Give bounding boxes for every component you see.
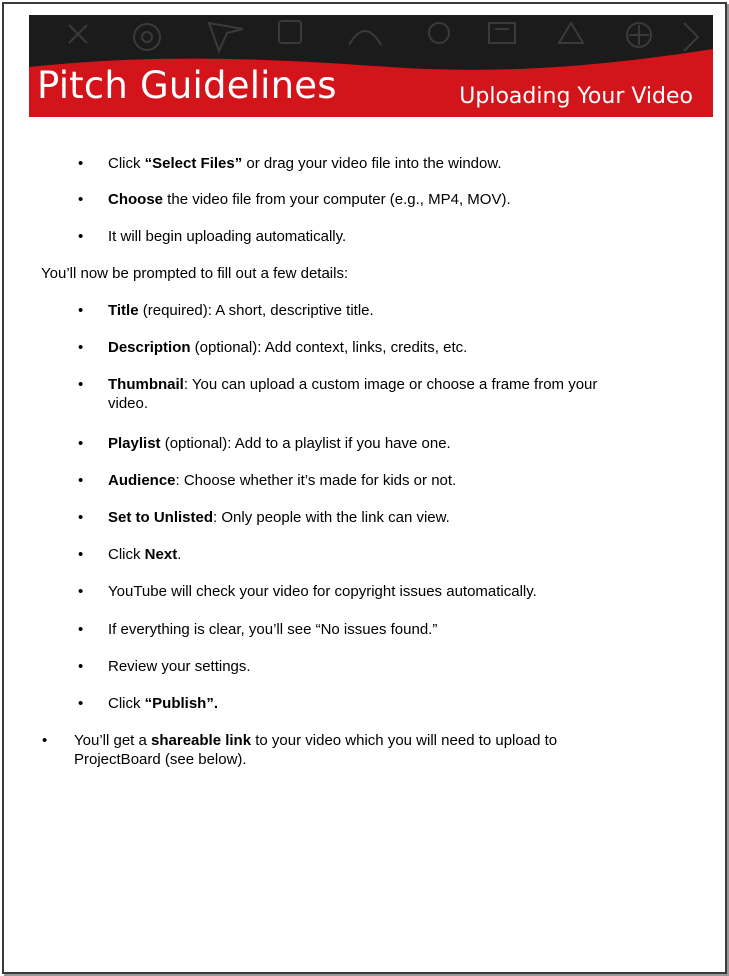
- item-text: (optional): Add context, links, credits, etc.: [190, 339, 468, 356]
- item-text: (required): A short, descriptive title.: [138, 302, 374, 319]
- item-text: Click: [108, 155, 145, 172]
- bullet-marker: •: [78, 191, 84, 208]
- detail-step: [108, 545, 181, 564]
- item-text: Click: [108, 546, 145, 563]
- item-emphasis: Audience: [108, 472, 176, 489]
- detail-step: [108, 620, 437, 639]
- item-emphasis: “Publish”.: [144, 695, 219, 712]
- bullet-marker: •: [78, 621, 84, 638]
- bullet-marker: •: [78, 302, 84, 319]
- item-emphasis: Next: [144, 546, 178, 563]
- item-text-line2: video.: [108, 395, 149, 412]
- bullet-marker: •: [78, 658, 84, 675]
- item-emphasis: Title: [108, 302, 139, 319]
- detail-step: [108, 694, 218, 713]
- item-text: or drag your video file into the window.: [242, 155, 502, 172]
- item-emphasis: Choose: [108, 191, 164, 208]
- detail-step: [108, 657, 251, 676]
- bullet-marker: •: [78, 546, 84, 563]
- item-emphasis: Thumbnail: [108, 376, 184, 393]
- item-text: the video file from your computer (e.g., MP4, MOV).: [163, 191, 511, 208]
- item-emphasis: Description: [108, 339, 191, 356]
- item-text: Review your settings.: [108, 658, 251, 675]
- final-step: [74, 731, 557, 769]
- upload-step: [108, 227, 346, 246]
- bullet-marker: •: [78, 472, 84, 489]
- item-text: : Choose whether it’s made for kids or not.: [175, 472, 457, 489]
- detail-step: [108, 508, 450, 527]
- item-emphasis: “Select Files”: [144, 155, 243, 172]
- detail-step: [108, 338, 467, 357]
- page-title: Pitch Guidelines: [37, 64, 337, 107]
- header-banner: [29, 15, 713, 117]
- item-emphasis: Playlist: [108, 435, 161, 452]
- item-text: YouTube will check your video for copyright issues automatically.: [108, 583, 537, 600]
- bullet-marker: •: [78, 155, 84, 172]
- item-text: It will begin uploading automatically.: [108, 228, 347, 245]
- bullet-marker: •: [78, 435, 84, 452]
- detail-step: [108, 301, 374, 320]
- item-text: : Only people with the link can view.: [213, 509, 450, 526]
- item-text: to your video which you will need to upload to: [251, 732, 558, 749]
- page-subtitle: Uploading Your Video: [459, 84, 693, 109]
- item-text-line2: ProjectBoard (see below).: [74, 751, 247, 768]
- bullet-marker: •: [78, 339, 84, 356]
- item-text: : You can upload a custom image or choose a frame from your: [183, 376, 598, 393]
- item-emphasis: Set to Unlisted: [108, 509, 214, 526]
- item-text: (optional): Add to a playlist if you have one.: [160, 435, 451, 452]
- upload-step: [108, 190, 511, 209]
- bullet-marker: •: [78, 583, 84, 600]
- bullet-marker: •: [78, 695, 84, 712]
- item-text: If everything is clear, you’ll see “No issues found.”: [108, 621, 438, 638]
- detail-step: [108, 375, 597, 413]
- upload-step: [108, 154, 502, 173]
- bullet-marker: •: [42, 732, 48, 749]
- detail-step: [108, 582, 537, 601]
- bullet-marker: •: [78, 509, 84, 526]
- item-emphasis: shareable link: [151, 732, 252, 749]
- details-intro: You’ll now be prompted to fill out a few details:: [41, 265, 349, 282]
- item-text: Click: [108, 695, 145, 712]
- detail-step: [108, 434, 451, 453]
- item-text: You’ll get a: [74, 732, 152, 749]
- bullet-marker: •: [78, 228, 84, 245]
- item-text: .: [177, 546, 182, 563]
- detail-step: [108, 471, 456, 490]
- document-page: [2, 2, 727, 974]
- bullet-marker: •: [78, 376, 84, 393]
